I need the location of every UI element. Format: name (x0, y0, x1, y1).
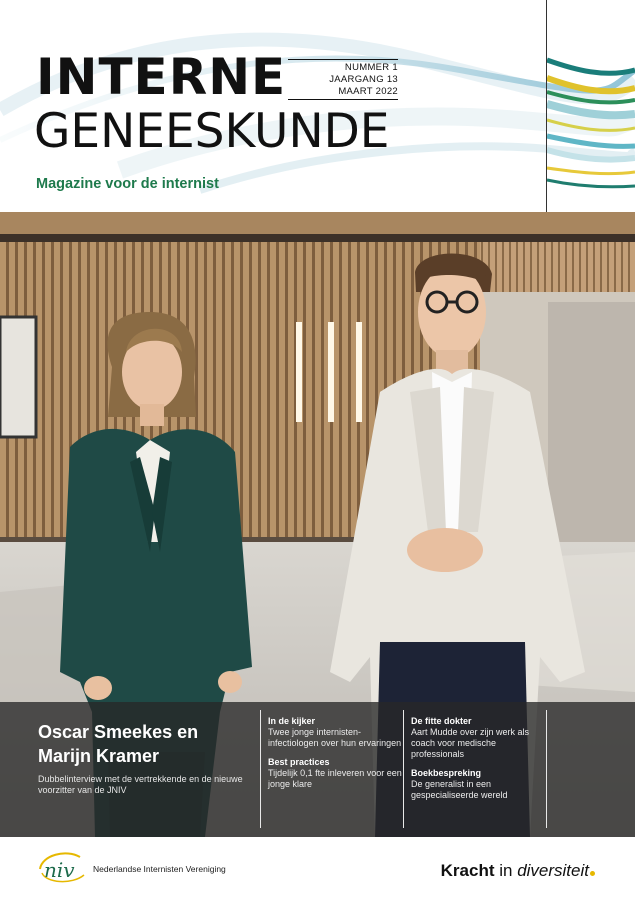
contents-text: Tijdelijk 0,1 fte inleveren voor een jonge klare (268, 768, 402, 789)
issue-date: MAART 2022 (338, 86, 398, 97)
slogan-italic: diversiteit (517, 861, 589, 880)
masthead (0, 0, 635, 212)
magazine-title-line1: INTERNE (36, 48, 287, 106)
tagline: Magazine voor de internist (36, 176, 219, 192)
column-divider (260, 710, 261, 828)
contents-text: De generalist in een gespecialiseerde wereld (411, 779, 508, 800)
cover-story-title-line2: Marijn Kramer (38, 746, 160, 766)
niv-logo (36, 847, 88, 887)
logo-lettering: niv (44, 858, 75, 882)
contents-heading[interactable]: In de kijker (268, 716, 316, 726)
magazine-title-line2: GENEESKUNDE (34, 104, 390, 159)
slogan-bold: Kracht (440, 861, 495, 880)
column-divider (546, 710, 547, 828)
slogan-mid: in (494, 861, 518, 880)
issue-volume: JAARGANG 13 (329, 74, 398, 85)
contents-heading[interactable]: Boekbespreking (411, 768, 482, 778)
issue-number: NUMMER 1 (344, 62, 398, 73)
organization-name: Nederlandse Internisten Vereniging (93, 864, 226, 874)
slogan-dot-icon (590, 871, 595, 876)
contents-text: Aart Mudde over zijn werk als coach voor medische professionals (411, 727, 530, 759)
contents-column-1 (268, 716, 403, 798)
cover-story-title[interactable] (38, 720, 258, 768)
column-divider (403, 710, 404, 828)
cover-story-subtitle: Dubbelinterview met de vertrekkende en de nieuwe voorzitter van de JNIV (38, 774, 243, 795)
contents-heading[interactable]: De fitte dokter (411, 716, 472, 726)
contents-heading[interactable]: Best practices (268, 757, 330, 767)
cover-story-title-line1: Oscar Smeekes en (38, 722, 199, 742)
issue-info (288, 59, 398, 100)
contents-column-2 (411, 716, 546, 809)
slogan (441, 861, 595, 881)
header-divider (546, 0, 547, 212)
contents-text: Twee jonge internisten-infectiologen over hun ervaringen (268, 727, 402, 748)
